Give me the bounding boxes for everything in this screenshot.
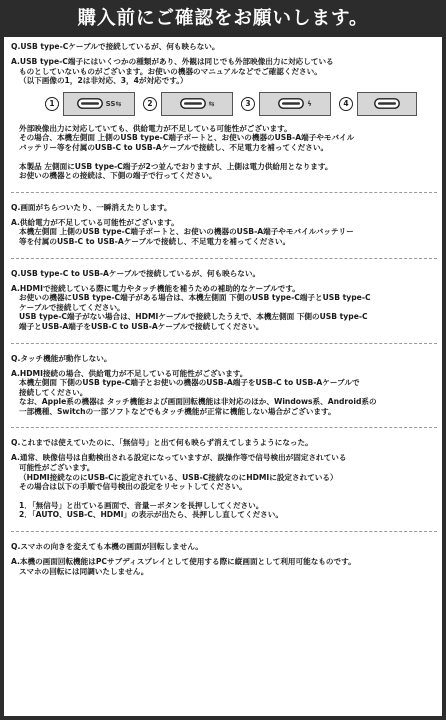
step-item: 1．「無信号」と出ている画面で、音量－ボタンを長押ししてください。	[19, 500, 264, 510]
faq-answer-line: A.HDMIで接続している際に電力やタッチ機能を補うための補助的なケーブルです。	[11, 283, 300, 293]
faq-answer-line: なお、Apple系の機器は タッチ機能および画面回転機能は非対応のほか、Windows系、Android系の	[19, 397, 377, 407]
faq-answer-line: 本機左側面 下側のUSB type-C端子とお使いの機器のUSB-A端子をUSB-C to USB-Aケーブルで	[19, 378, 360, 388]
usb-c-port-image	[357, 92, 417, 116]
faq-question: Q.USB type-C to USB-Aケーブルで接続しているが、何も映らない。	[11, 268, 261, 278]
faq-answer-line: A.通常、映像信号は自動検出される設定になっていますが、誤操作等で信号検出が固定されている	[11, 453, 347, 463]
faq-item-flicker	[11, 203, 437, 247]
faq-question: Q.USB type-Cケーブルで接続しているが、何も映らない。	[11, 42, 220, 51]
faq-answer-line: （以下画像の1，2は非対応、3，4が対応です。）	[19, 76, 188, 86]
faq-answer-line: 一部機種、Switchの一部ソフトなどでもタッチ機能が正常に機能しない場合がございます。	[19, 406, 336, 416]
faq-answer-line: 端子とUSB-A端子をUSB-C to USB-Aケーブルで接続してください。	[19, 321, 264, 331]
port-example-1	[45, 92, 135, 116]
faq-item-touch	[11, 354, 437, 417]
faq-answer-line: バッテリー等を付属のUSB-C to USB-Aケーブルで接続し、不足電力を補ってください。	[19, 142, 329, 152]
faq-answer-line: A.HDMI接続の場合、供給電力が不足している可能性がございます。	[11, 368, 248, 378]
faq-item-display-output	[11, 42, 437, 181]
usb-c-port-image	[63, 92, 135, 116]
faq-answer-line: お使いの機器との接続は、下側の端子で行ってください。	[19, 171, 217, 181]
usb-port-examples	[11, 92, 437, 116]
faq-answer-line: その場合、本機左側面 上側のUSB type-C端子ポートと、お使いの機器のUSB-A端子やモバイル	[19, 133, 355, 143]
page-title: 購入前にご確認をお願いします。	[4, 0, 442, 37]
usb-c-port-icon	[278, 98, 304, 109]
faq-answer-line: スマホの回転には同調いたしません。	[19, 566, 149, 576]
thunderbolt-icon: ϟ	[307, 99, 312, 108]
faq-answer-line: 等を付属のUSB-C to USB-Aケーブルで接続し、不足電力を補ってください。	[19, 236, 291, 246]
faq-item-rotation	[11, 542, 437, 576]
usb-trident-icon: ⇆	[208, 99, 215, 108]
faq-answer-line: （HDMI接続なのにUSB-Cに設定されている、USB-C接続なのにHDMIに設定されている）	[19, 472, 338, 482]
faq-answer-line: ケーブルで接続してください。	[19, 302, 125, 312]
step-item: 2．「AUTO、USB-C、HDMI」の表示が出たら、長押しし直してください。	[19, 510, 283, 520]
port-example-2	[143, 92, 233, 116]
faq-item-no-signal	[11, 438, 437, 520]
faq-answer-line: A.供給電力が不足している可能性がございます。	[11, 217, 179, 227]
faq-answer-line: 本製品 左側面にUSB type-C端子が2つ並んでおりますが、上側は電力供給用となります。	[19, 161, 333, 171]
port-example-3	[241, 92, 331, 116]
faq-answer-line: お使いの機器にUSB type-C端子がある場合は、本機左側面 下側のUSB type-C端子とUSB type-C	[19, 293, 371, 303]
section-divider	[11, 258, 437, 259]
faq-answer-line: A.USB type-C端子にはいくつかの種類があり、外観は同じでも外部映像出力に対応している	[11, 57, 334, 66]
faq-answer-line: 接続してください。	[19, 387, 88, 397]
section-divider	[11, 531, 437, 532]
faq-content	[4, 37, 442, 576]
number-badge: 1	[45, 97, 59, 111]
usb-c-port-image	[161, 92, 233, 116]
faq-answer-line: ものとしていないものがございます。お使いの機器のマニュアルなどでご確認ください。	[19, 66, 322, 76]
faq-answer-line: その場合は以下の手順で信号検出の設定をリセットしてください。	[19, 482, 247, 492]
faq-question: Q.画面がちらついたり、一瞬消えたりします。	[11, 202, 172, 212]
faq-answer-line: 可能性がございます。	[19, 463, 95, 473]
faq-question: Q.スマホの向きを変えても本機の画面が回転しません。	[11, 542, 203, 552]
usb-c-port-icon	[77, 98, 103, 109]
section-divider	[11, 192, 437, 193]
number-badge: 3	[241, 97, 255, 111]
faq-question: Q.これまでは使えていたのに、「無信号」と出て何も映らず消えてしまうようになった。	[11, 438, 313, 448]
usb-ss-symbol: SS⇆	[105, 99, 122, 108]
section-divider	[11, 427, 437, 428]
section-divider	[11, 343, 437, 344]
faq-answer-line: USB type-C端子がない場合は、HDMIケーブルで接続したうえで、本機左側面 下側のUSB type-C	[19, 312, 368, 322]
faq-question: Q.タッチ機能が動作しない。	[11, 353, 112, 363]
faq-item-usb-a-cable	[11, 269, 437, 332]
usb-c-port-image	[259, 92, 331, 116]
faq-answer-line: A.本機の画面回転機能はPCサブディスプレイとして使用する際に縦画面として利用可能なものです。	[11, 557, 356, 567]
usb-c-port-icon	[180, 98, 206, 109]
number-badge: 2	[143, 97, 157, 111]
usb-c-port-icon	[374, 98, 400, 109]
port-example-4	[339, 92, 417, 116]
faq-answer-line: 外部映像出力に対応していても、供給電力が不足している可能性がございます。	[19, 123, 292, 133]
number-badge: 4	[339, 97, 353, 111]
faq-answer-line: 本機左側面 上側のUSB type-C端子ポートと、お使いの機器のUSB-A端子やモバイルバッテリー	[19, 227, 354, 237]
